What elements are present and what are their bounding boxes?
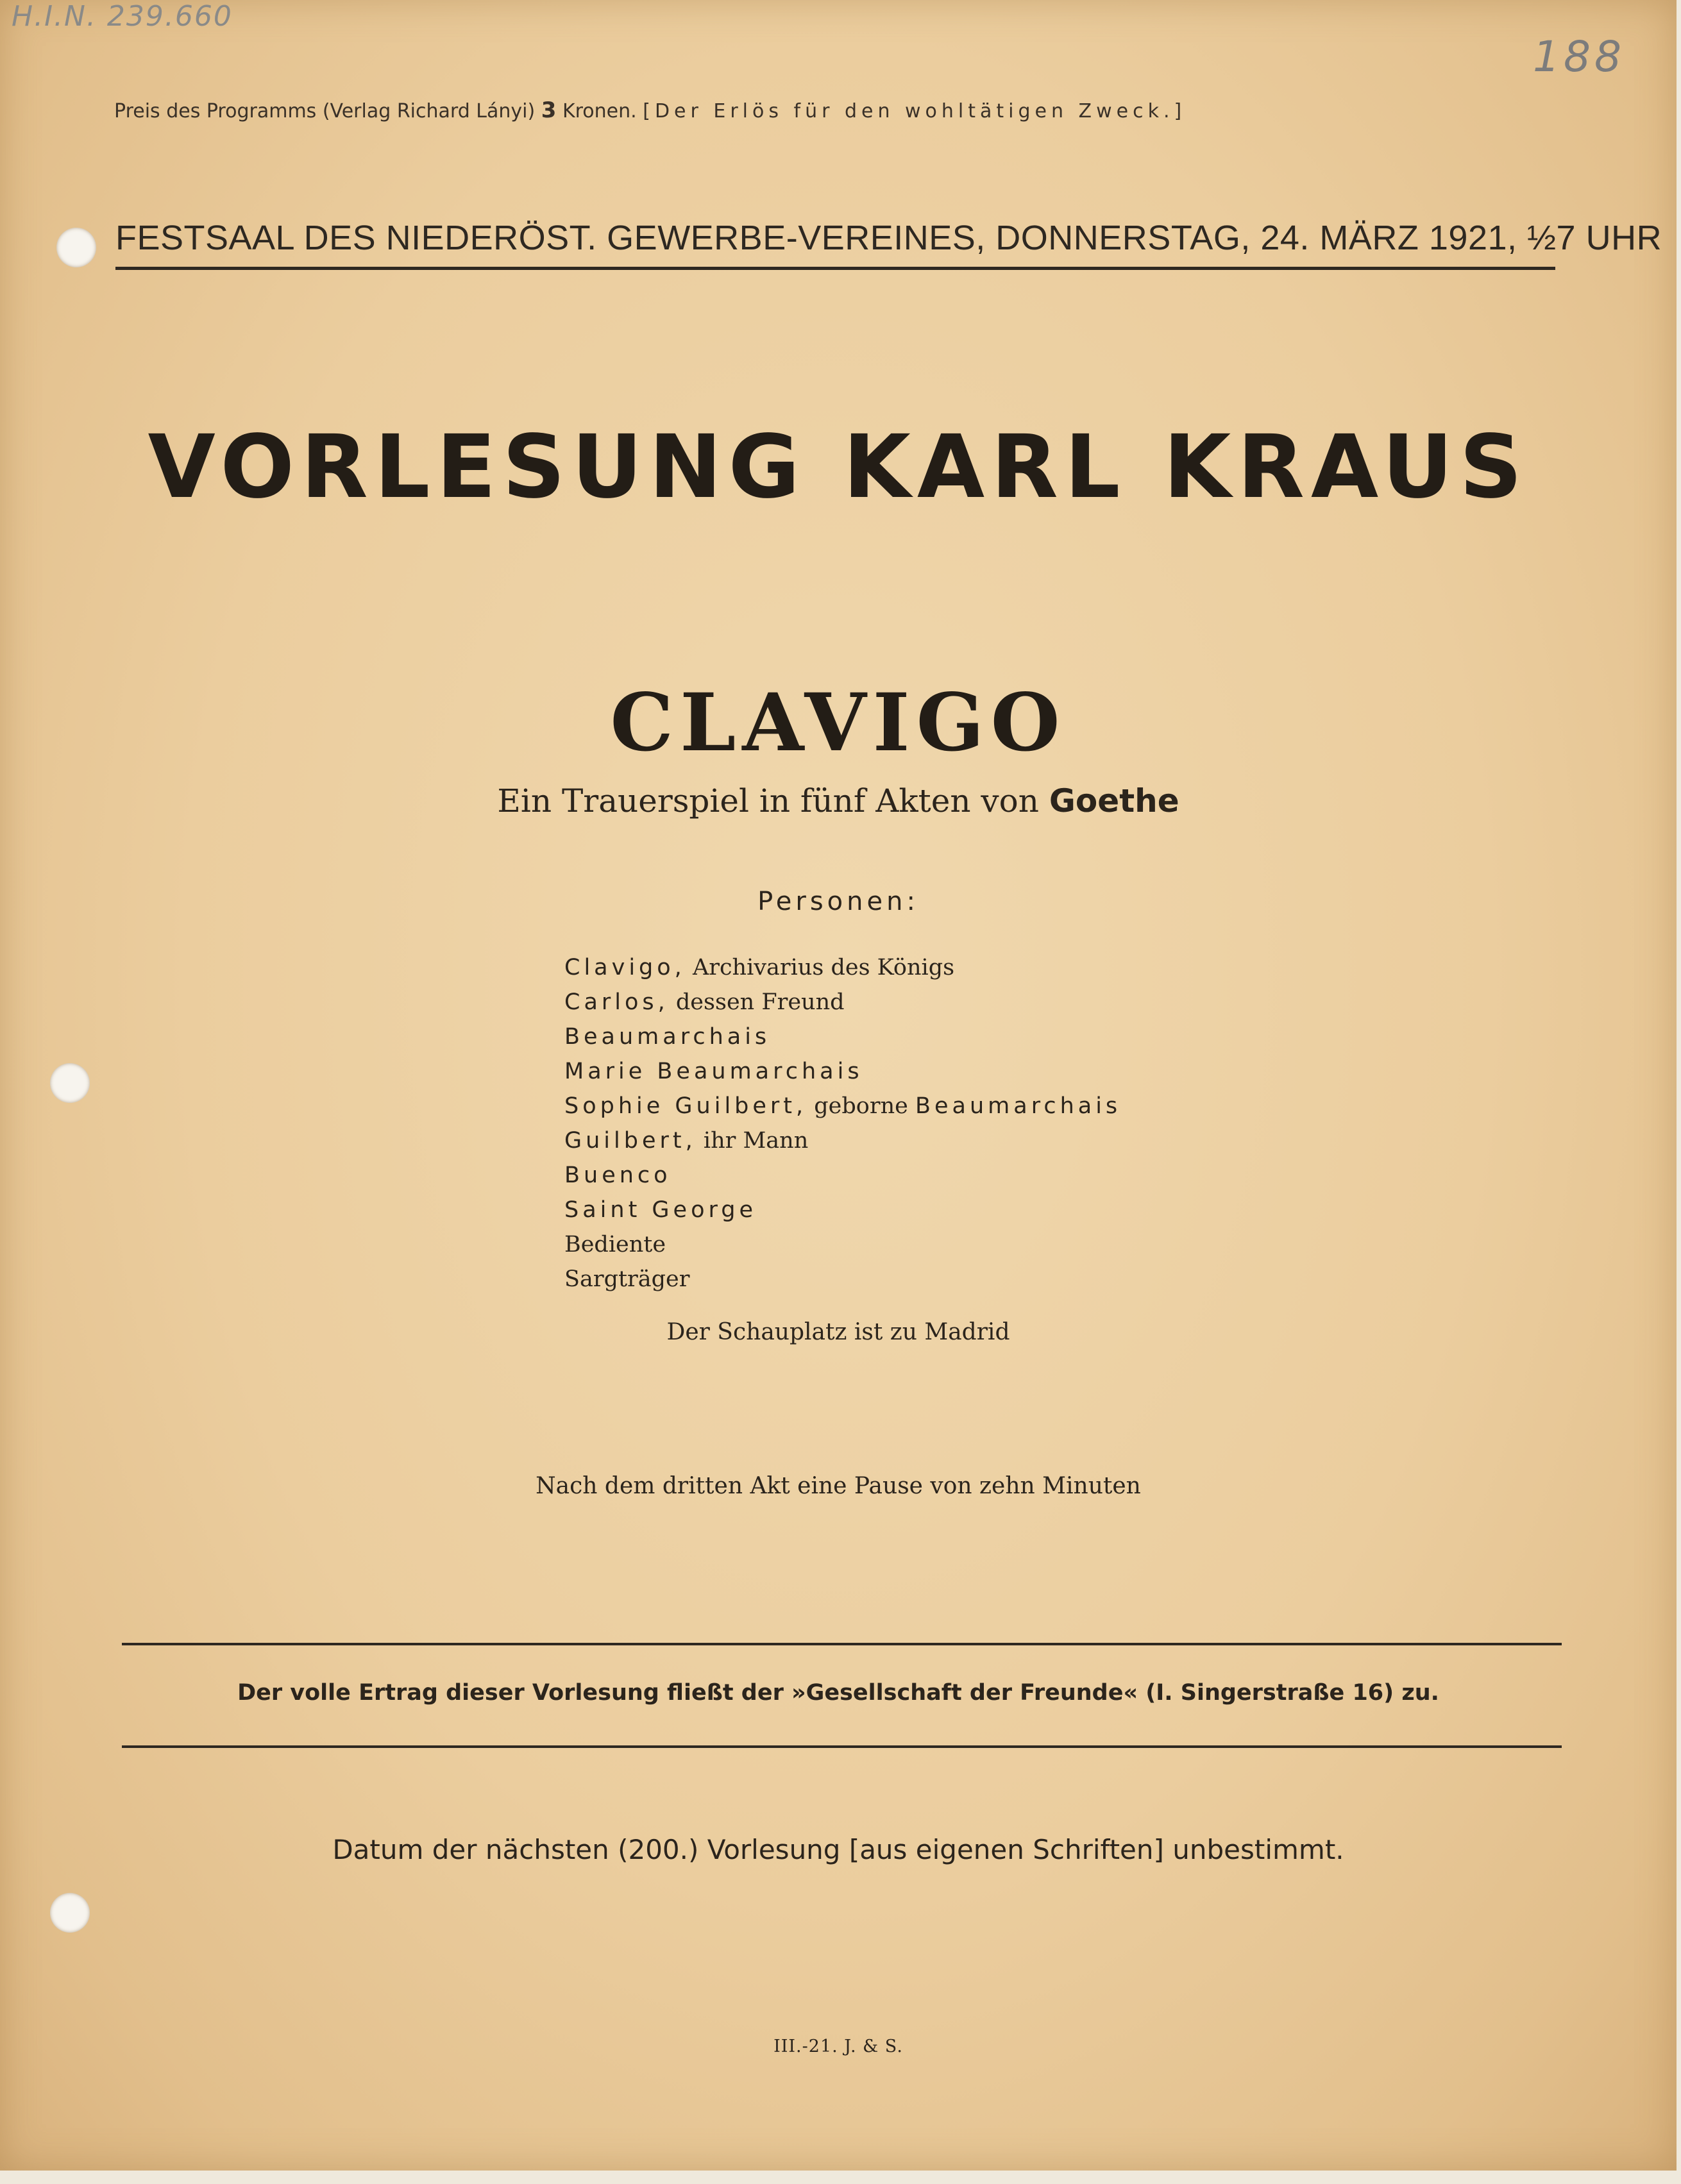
cast-member-description: dessen Freund <box>668 989 845 1015</box>
cast-heading: Personen: <box>757 887 919 916</box>
cast-member-name: Beaumarchais <box>564 1024 771 1050</box>
cast-member-name: Guilbert, <box>564 1128 697 1154</box>
cast-member-name: Clavigo, <box>564 955 686 980</box>
cast-member <box>564 1193 1121 1227</box>
price-text: Preis des Programms (Verlag Richard Lányi) <box>114 100 536 122</box>
page-title: VORLESUNG KARL KRAUS <box>148 417 1529 518</box>
archive-number-annotation: H.I.N. 239.660 <box>12 0 233 33</box>
subtitle-prefix: Ein Trauerspiel in fünf Akten von <box>497 782 1039 819</box>
cast-member <box>564 1054 1121 1089</box>
cast-member <box>564 1227 1121 1262</box>
punch-hole <box>56 228 96 267</box>
donation-note: Der volle Ertrag dieser Vorlesung fließt der »Gesellschaft der Freunde« (I. Singerstraße 16) zu. <box>237 1680 1439 1706</box>
price-line <box>114 97 1186 123</box>
cast-member-description: Bediente <box>564 1232 666 1257</box>
cast-member-name: Marie Beaumarchais <box>564 1059 863 1084</box>
cast-member-description: Archivarius des Königs <box>685 955 955 980</box>
cast-member-name: Buenco <box>564 1163 672 1188</box>
cast-member <box>564 950 1121 985</box>
cast-member <box>564 985 1121 1020</box>
cast-member <box>564 1020 1121 1054</box>
divider <box>122 1643 1562 1645</box>
divider <box>115 267 1555 270</box>
play-subtitle <box>0 782 1677 819</box>
printer-mark: III.-21. J. & S. <box>773 2037 903 2056</box>
setting-note: Der Schauplatz ist zu Madrid <box>666 1319 1010 1345</box>
cast-member <box>564 1123 1121 1158</box>
price-unit: Kronen. <box>562 100 637 122</box>
venue-line: FESTSAAL DES NIEDERÖST. GEWERBE-VEREINES, DONNERSTAG, 24. MÄRZ 1921, ½7 UHR <box>115 219 1662 257</box>
play-title: CLAVIGO <box>610 676 1067 769</box>
cast-member-name: Saint George <box>564 1197 757 1223</box>
cast-member <box>564 1262 1121 1297</box>
punch-hole <box>50 1063 90 1103</box>
cast-member <box>564 1158 1121 1193</box>
pause-note: Nach dem dritten Akt eine Pause von zehn Minuten <box>536 1473 1141 1499</box>
next-reading-note: Datum der nächsten (200.) Vorlesung [aus eigenen Schriften] unbestimmt. <box>332 1834 1344 1865</box>
cast-member-description: Sargträger <box>564 1266 690 1292</box>
cast-list <box>564 950 1121 1297</box>
folio-number-annotation: 188 <box>1533 32 1625 81</box>
price-amount: 3 <box>541 97 557 123</box>
punch-hole <box>50 1893 90 1933</box>
cast-member-description: geborne <box>807 1093 915 1119</box>
cast-member-name: Carlos, <box>564 989 669 1015</box>
proceeds-note: [Der Erlös für den wohltätigen Zweck.] <box>643 100 1187 122</box>
divider <box>122 1745 1562 1748</box>
cast-member-description: ihr Mann <box>696 1128 809 1154</box>
cast-member-name: Sophie Guilbert, <box>564 1093 807 1119</box>
cast-member-description-name: Beaumarchais <box>915 1093 1122 1119</box>
author-name: Goethe <box>1049 782 1179 819</box>
cast-member <box>564 1089 1121 1123</box>
